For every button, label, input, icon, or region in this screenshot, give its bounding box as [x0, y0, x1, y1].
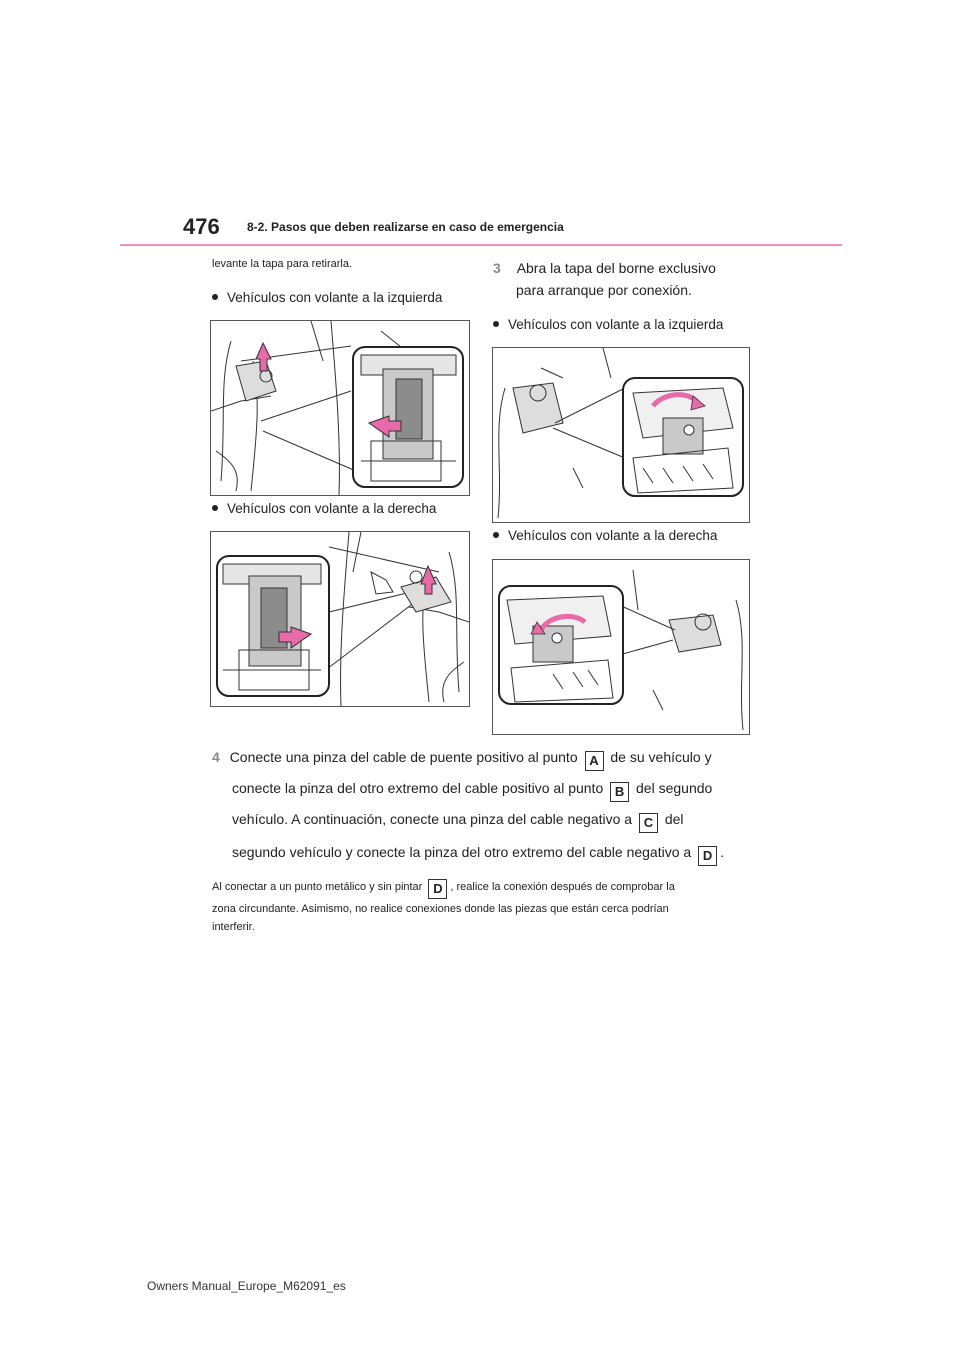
- point-c-key: C: [639, 813, 658, 833]
- page-number: 476: [183, 214, 220, 239]
- bullet-right-drive-1: [212, 501, 436, 516]
- illustration-lhd-terminal: [493, 348, 749, 522]
- bullet-dot: [212, 505, 218, 511]
- point-d-key-note: D: [428, 879, 447, 899]
- step-4-text: segundo vehículo y conecte la pinza del otro extremo del cable negativo a: [232, 844, 692, 860]
- bullet-left-drive-1: [212, 290, 442, 305]
- figure-rhd-terminal-cover: [492, 559, 750, 735]
- note-line-2: zona circundante. Asimismo, no realice conexiones donde las piezas que están cerca podrían: [212, 903, 669, 915]
- step-4-number: 4: [212, 749, 220, 765]
- header-rule: [120, 244, 842, 246]
- illustration-rhd-cover: [211, 532, 469, 706]
- step-3-line-1: Abra la tapa del borne exclusivo: [516, 260, 716, 276]
- step-4-line-1: [212, 743, 712, 772]
- illustration-lhd-cover: [211, 321, 469, 495]
- step-4-text: vehículo. A continuación, conecte una pinza del cable negativo a: [232, 811, 633, 827]
- point-a-key: A: [585, 751, 604, 771]
- step-4-text: del: [664, 811, 684, 827]
- step-4-line-2: [232, 774, 712, 803]
- step-4-text: .: [720, 844, 724, 860]
- note-text: , realice la conexión después de comprobar la: [450, 881, 675, 893]
- figure-lhd-cover-removal: [210, 320, 470, 496]
- step-4-line-3: [232, 805, 684, 834]
- note-line-1: [212, 877, 675, 899]
- bullet-left-drive-2: [493, 317, 723, 332]
- footer-manual-id: Owners Manual_Europe_M62091_es: [147, 1279, 346, 1293]
- bullet-dot: [212, 294, 218, 300]
- section-title: 8-2. Pasos que deben realizarse en caso de emergencia: [247, 220, 564, 234]
- figure-rhd-cover-removal: [210, 531, 470, 707]
- point-b-key: B: [610, 782, 629, 802]
- bullet-label: Vehículos con volante a la derecha: [508, 528, 718, 543]
- note-text: Al conectar a un punto metálico y sin pintar: [212, 881, 423, 893]
- bullet-dot: [493, 321, 499, 327]
- illustration-rhd-terminal: [493, 560, 749, 734]
- step-4-text: del segundo: [636, 780, 713, 796]
- step-4-text: conecte la pinza del otro extremo del cable positivo al punto: [232, 780, 604, 796]
- note-line-3: interferir.: [212, 921, 255, 933]
- step-4-text: de su vehículo y: [610, 749, 712, 765]
- intro-text: levante la tapa para retirarla.: [212, 258, 353, 270]
- bullet-label: Vehículos con volante a la izquierda: [508, 317, 724, 332]
- step-4-line-4: [232, 838, 724, 867]
- point-d-key: D: [698, 846, 717, 866]
- figure-lhd-terminal-cover: [492, 347, 750, 523]
- step-3-number: 3: [493, 260, 501, 276]
- step-3-line-2: para arranque por conexión.: [516, 282, 692, 298]
- step-4-text: Conecte una pinza del cable de puente positivo al punto: [229, 749, 578, 765]
- bullet-label: Vehículos con volante a la derecha: [227, 501, 437, 516]
- bullet-label: Vehículos con volante a la izquierda: [227, 290, 443, 305]
- bullet-right-drive-2: [493, 528, 717, 543]
- bullet-dot: [493, 532, 499, 538]
